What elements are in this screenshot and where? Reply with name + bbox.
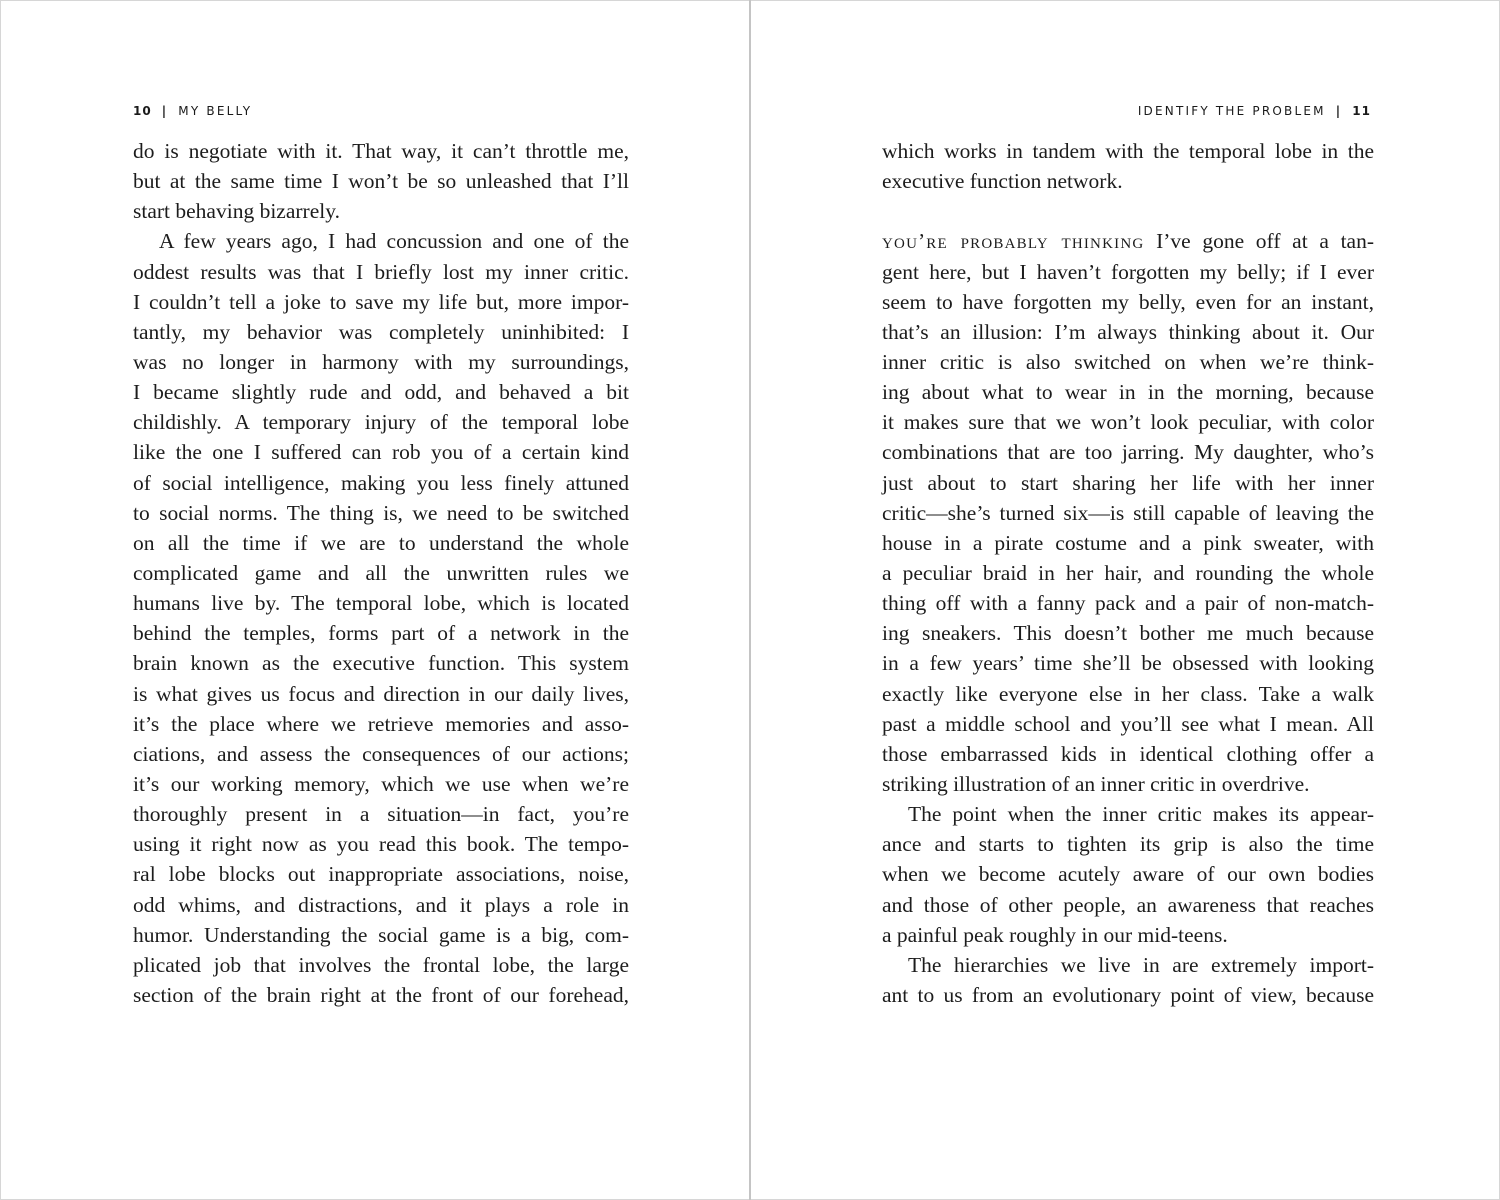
text-line: in a few years’ time she’ll be obsessed with looking xyxy=(882,651,1374,676)
text-line: executive function network. xyxy=(882,169,1123,194)
text-line: ance and starts to tighten its grip is also the time xyxy=(882,832,1374,857)
text-line: just about to start sharing her life with her inner xyxy=(882,470,1374,495)
text-line: tantly, my behavior was completely uninhibited: I xyxy=(133,319,629,344)
text-line: but at the same time I won’t be so unleashed that I’ll xyxy=(133,169,629,194)
left-running-head xyxy=(133,104,252,118)
text-line: brain known as the executive function. This system xyxy=(133,651,629,676)
gutter-divider xyxy=(749,0,751,1200)
text-line: and those of other people, an awareness that reaches xyxy=(882,892,1374,917)
text-line: to social norms. The thing is, we need to be switched xyxy=(133,500,629,525)
left-page-body xyxy=(133,136,629,1010)
text-line: like the one I suffered can rob you of a certain kind xyxy=(133,440,629,465)
running-head-separator: | xyxy=(1335,104,1343,118)
right-running-head-title: IDENTIFY THE PROBLEM xyxy=(1137,104,1326,118)
text-line: start behaving bizarrely. xyxy=(133,199,340,224)
text-line: inner critic is also switched on when we’re think- xyxy=(882,349,1374,374)
text-line: humor. Understanding the social game is a big, com- xyxy=(133,922,629,947)
text-line: oddest results was that I briefly lost my inner critic. xyxy=(133,259,629,284)
text-line: section of the brain right at the front of our forehead, xyxy=(133,982,629,1007)
text-line: using it right now as you read this book. The tempo- xyxy=(133,832,629,857)
section-lead-in: you’re probably thinking xyxy=(882,229,1145,254)
text-line: it’s our working memory, which we use when we’re xyxy=(133,771,629,796)
left-running-head-title: MY BELLY xyxy=(178,104,253,118)
text-line: when we become acutely aware of our own bodies xyxy=(882,862,1374,887)
text-line: was no longer in harmony with my surroundings, xyxy=(133,349,629,374)
running-head-separator: | xyxy=(161,104,169,118)
text-line: which works in tandem with the temporal lobe in the xyxy=(882,139,1374,163)
text-line: it’s the place where we retrieve memories and asso- xyxy=(133,711,629,736)
text-line: I became slightly rude and odd, and behaved a bit xyxy=(133,380,629,405)
right-page-number: 11 xyxy=(1352,104,1371,118)
text-line: ciations, and assess the consequences of our actions; xyxy=(133,741,629,766)
text-line: plicated job that involves the frontal lobe, the large xyxy=(133,952,629,977)
text-line: thing off with a fanny pack and a pair of non-match- xyxy=(882,591,1374,616)
text-line: ing about what to wear in in the morning, because xyxy=(882,380,1374,405)
section-opening-line xyxy=(882,226,1374,256)
text-line: childishly. A temporary injury of the temporal lobe xyxy=(133,410,629,435)
text-line: The hierarchies we live in are extremely import- xyxy=(908,952,1374,977)
text-line: of social intelligence, making you less finely attuned xyxy=(133,470,629,495)
text-line: past a middle school and you’ll see what I mean. All xyxy=(882,711,1374,736)
section-opening-rest: I’ve gone off at a tan- xyxy=(1144,229,1374,254)
text-line: do is negotiate with it. That way, it can’t throttle me, xyxy=(133,139,629,163)
text-line: on all the time if we are to understand the whole xyxy=(133,530,629,555)
right-page-body xyxy=(882,136,1374,1010)
text-line: it makes sure that we won’t look peculiar, with color xyxy=(882,410,1374,435)
text-line: gent here, but I haven’t forgotten my belly; if I ever xyxy=(882,259,1374,284)
text-line: odd whims, and distractions, and it plays a role in xyxy=(133,892,629,917)
text-line: ing sneakers. This doesn’t bother me much because xyxy=(882,621,1374,646)
text-line: combinations that are too jarring. My daughter, who’s xyxy=(882,440,1374,465)
text-line: ral lobe blocks out inappropriate associations, noise, xyxy=(133,862,629,887)
text-line: that’s an illusion: I’m always thinking about it. Our xyxy=(882,319,1374,344)
left-page-number: 10 xyxy=(133,104,152,118)
text-line: striking illustration of an inner critic in overdrive. xyxy=(882,771,1310,796)
text-line: humans live by. The temporal lobe, which is located xyxy=(133,591,629,616)
text-line: The point when the inner critic makes its appear- xyxy=(908,802,1374,827)
text-line: seem to have forgotten my belly, even for an instant, xyxy=(882,289,1374,314)
text-line: behind the temples, forms part of a network in the xyxy=(133,621,629,646)
text-line: those embarrassed kids in identical clothing offer a xyxy=(882,741,1374,766)
section-break xyxy=(882,196,1374,226)
text-line: house in a pirate costume and a pink sweater, with xyxy=(882,530,1374,555)
text-line: thoroughly present in a situation—in fact, you’re xyxy=(133,802,629,827)
text-line: is what gives us focus and direction in our daily lives, xyxy=(133,681,629,706)
text-line: a painful peak roughly in our mid-teens. xyxy=(882,922,1228,947)
text-line: exactly like everyone else in her class. Take a walk xyxy=(882,681,1374,706)
text-line: critic—she’s turned six—is still capable of leaving the xyxy=(882,500,1374,525)
text-line: complicated game and all the unwritten rules we xyxy=(133,560,629,585)
text-line: I couldn’t tell a joke to save my life but, more impor- xyxy=(133,289,629,314)
text-line: ant to us from an evolutionary point of view, because xyxy=(882,982,1374,1007)
text-line: a peculiar braid in her hair, and rounding the whole xyxy=(882,560,1374,585)
right-running-head xyxy=(1138,104,1371,118)
text-line: A few years ago, I had concussion and one of the xyxy=(159,229,629,254)
